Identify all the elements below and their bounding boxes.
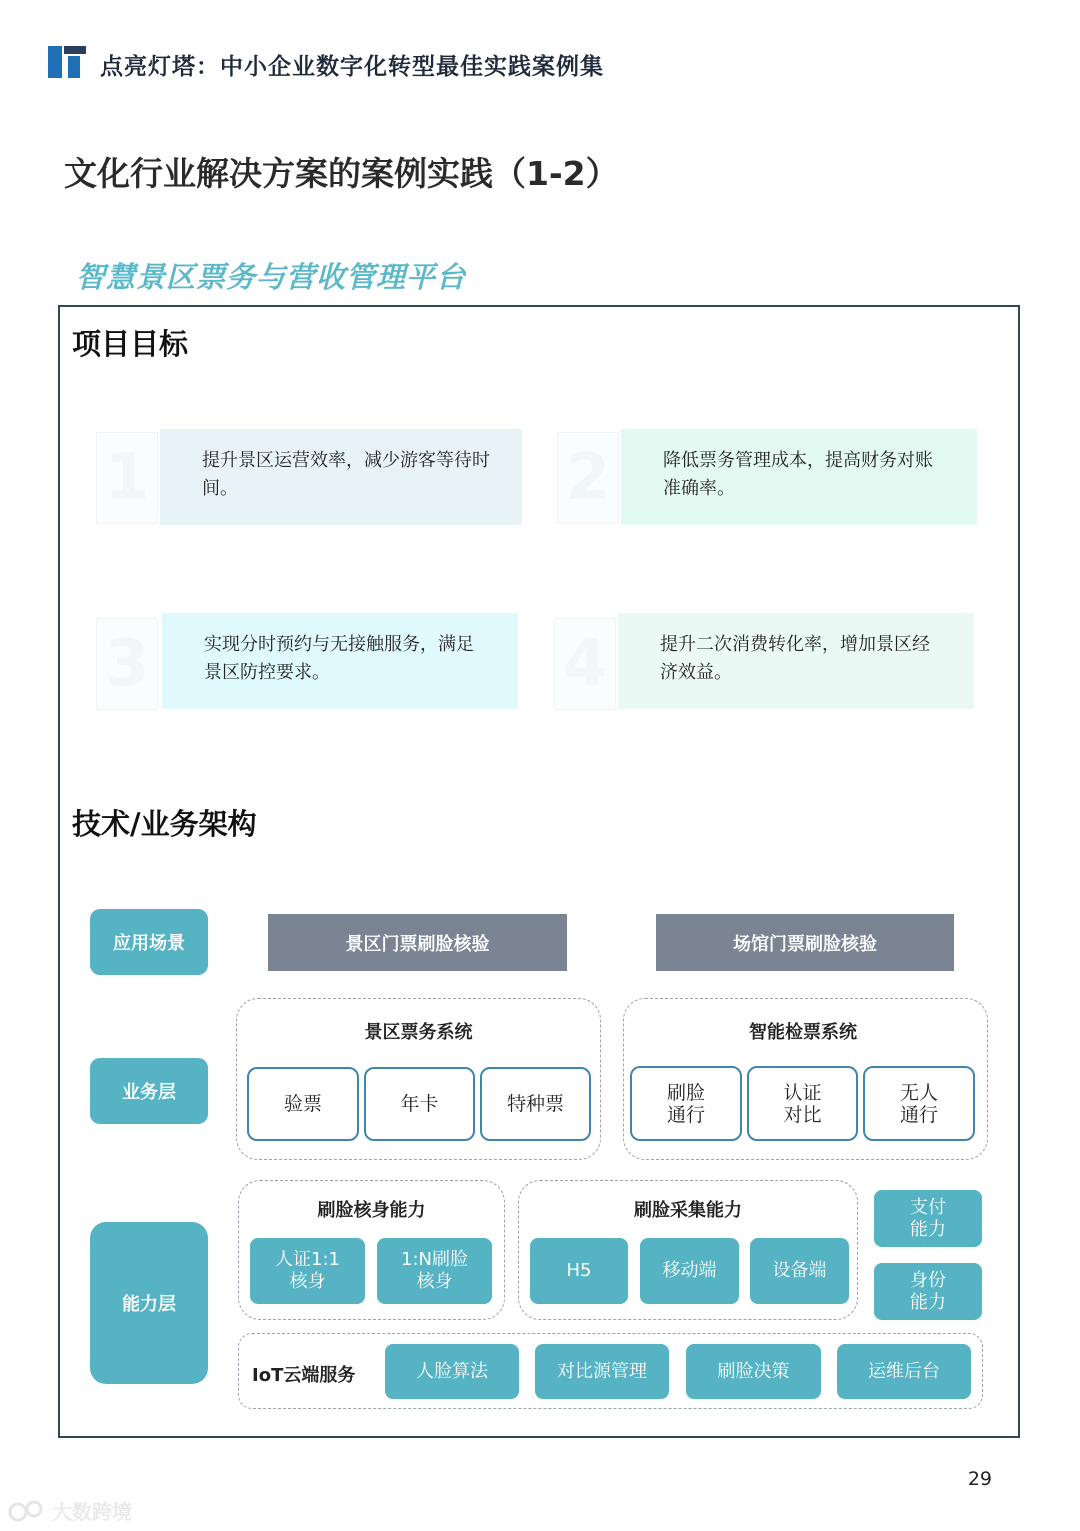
scene-venue-face-verify: 场馆门票刷脸核验 [656,914,954,971]
business-item: 验票 [247,1067,359,1141]
layer-label-scene: 应用场景 [90,909,208,975]
iot-item: 人脸算法 [385,1344,519,1399]
business-item: 年卡 [364,1067,475,1141]
group-title: 智能检票系统 [749,1022,857,1043]
iot-item: 刷脸决策 [686,1344,821,1399]
goal-text: 降低票务管理成本，提高财务对账准确率。 [621,429,977,525]
header-title: 点亮灯塔：中小企业数字化转型最佳实践案例集 [100,54,604,80]
goal-text: 提升二次消费转化率，增加景区经济效益。 [618,613,974,709]
capability-item: 设备端 [750,1238,849,1304]
iot-item: 对比源管理 [535,1344,669,1399]
goal-number: 1 [96,432,158,524]
layer-label-capability: 能力层 [90,1222,208,1384]
business-item: 特种票 [480,1067,591,1141]
watermark-text: 大数跨境 [52,1500,132,1524]
goal-number: 3 [96,618,158,710]
capability-item: 1:N刷脸 核身 [377,1238,492,1304]
goal-number: 2 [557,432,619,524]
watermark [8,1496,132,1525]
iot-title: IoT云端服务 [252,1365,356,1386]
subtitle: 智慧景区票务与营收管理平台 [76,260,467,294]
scene-scenic-face-verify: 景区门票刷脸核验 [268,914,567,971]
group-title: 刷脸核身能力 [317,1200,426,1221]
publisher-logo [48,44,86,80]
capability-item: 人证1:1 核身 [250,1238,365,1304]
goals-heading: 项目目标 [72,327,189,361]
capability-item: 移动端 [640,1238,739,1304]
page-title: 文化行业解决方案的案例实践（1-2） [64,154,619,193]
capability-item: H5 [530,1238,628,1304]
layer-label-business: 业务层 [90,1058,208,1124]
business-item: 无人 通行 [863,1066,975,1141]
goal-number: 4 [554,618,616,710]
business-item: 刷脸 通行 [630,1066,742,1141]
page-number: 29 [967,1468,992,1490]
identity-capability: 身份 能力 [874,1263,982,1320]
architecture-heading: 技术/业务架构 [72,807,257,841]
iot-item: 运维后台 [837,1344,971,1399]
payment-capability: 支付 能力 [874,1190,982,1247]
watermark-logo-icon [8,1499,48,1523]
group-title: 刷脸采集能力 [634,1200,742,1221]
goal-text: 提升景区运营效率，减少游客等待时间。 [160,429,522,525]
goal-text: 实现分时预约与无接触服务，满足景区防控要求。 [162,613,518,709]
business-item: 认证 对比 [747,1066,858,1141]
group-title: 景区票务系统 [364,1022,473,1043]
